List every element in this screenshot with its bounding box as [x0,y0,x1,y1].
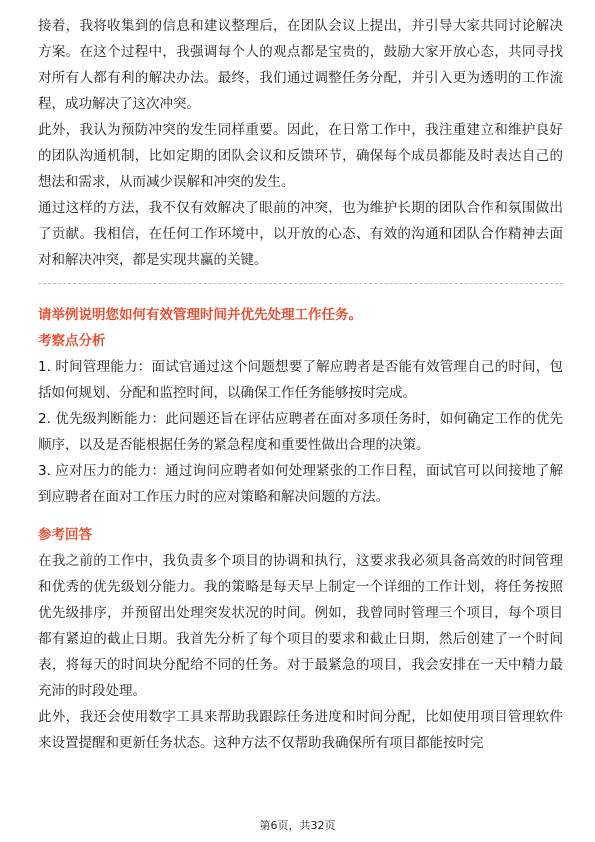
answer-paragraph: 通过这样的方法，我不仅有效解决了眼前的冲突，也为维护长期的团队合作和氛围做出了贡献。我相信，在任何工作环境中，以开放的心态、有效的沟通和团队合作精神去面对和解决冲突，都是实现共赢的关键。 [38,200,563,268]
analysis-item: 1. 时间管理能力：面试官通过这个问题想要了解应聘者是否能有效管理自己的时间，包括如何规划、分配和监控时间，以确保工作任务能够按时完成。 [38,359,563,401]
reference-paragraph: 在我之前的工作中，我负责多个项目的协调和执行，这要求我必须具备高效的时间管理和优秀的优先级划分能力。我的策略是每天早上制定一个详细的工作计划，将任务按照优先级排序，并预留出处理突发状况的时间。例如，我曾同时管理三个项目，每个项目都有紧迫的截止日期。我首先分析了每个项目的要求和截止日期，然后创建了一个时间表，将每天的时间块分配给不同的任务。对于最紧急的项目，我会安排在一天中精力最充沛的时段处理。 [38,553,563,699]
reference-heading: 参考回答 [38,527,92,543]
document-body [38,13,563,756]
analysis-item: 2. 优先级判断能力：此问题还旨在评估应聘者在面对多项任务时，如何确定工作的优先顺序，以及是否能根据任务的紧急程度和重要性做出合理的决策。 [38,411,563,453]
reference-paragraph: 此外，我还会使用数字工具来帮助我跟踪任务进度和时间分配，比如使用项目管理软件来设置提醒和更新任务状态。这种方法不仅帮助我确保所有项目都能按时完 [38,709,563,751]
answer-paragraph: 接着，我将收集到的信息和建议整理后，在团队会议上提出，并引导大家共同讨论解决方案。在这个过程中，我强调每个人的观点都是宝贵的，鼓励大家开放心态，共同寻找对所有人都有利的解决办法。最终，我们通过调整任务分配，并引入更为透明的工作流程，成功解决了这次冲突。 [38,18,563,112]
page-number-footer: 第6页，共32页 [259,819,336,832]
answer-paragraph: 此外，我认为预防冲突的发生同样重要。因此，在日常工作中，我注重建立和维护良好的团队沟通机制，比如定期的团队会议和反馈环节，确保每个成员都能及时表达自己的想法和需求，从而减少误解和冲突的发生。 [38,122,563,190]
analysis-item: 3. 应对压力的能力：通过询问应聘者如何处理紧张的工作日程，面试官可以间接地了解到应聘者在面对工作压力时的应对策略和解决问题的方法。 [38,463,563,505]
section-divider [38,283,563,284]
analysis-heading: 考察点分析 [38,333,106,349]
question-title: 请举例说明您如何有效管理时间并优先处理工作任务。 [38,307,362,323]
